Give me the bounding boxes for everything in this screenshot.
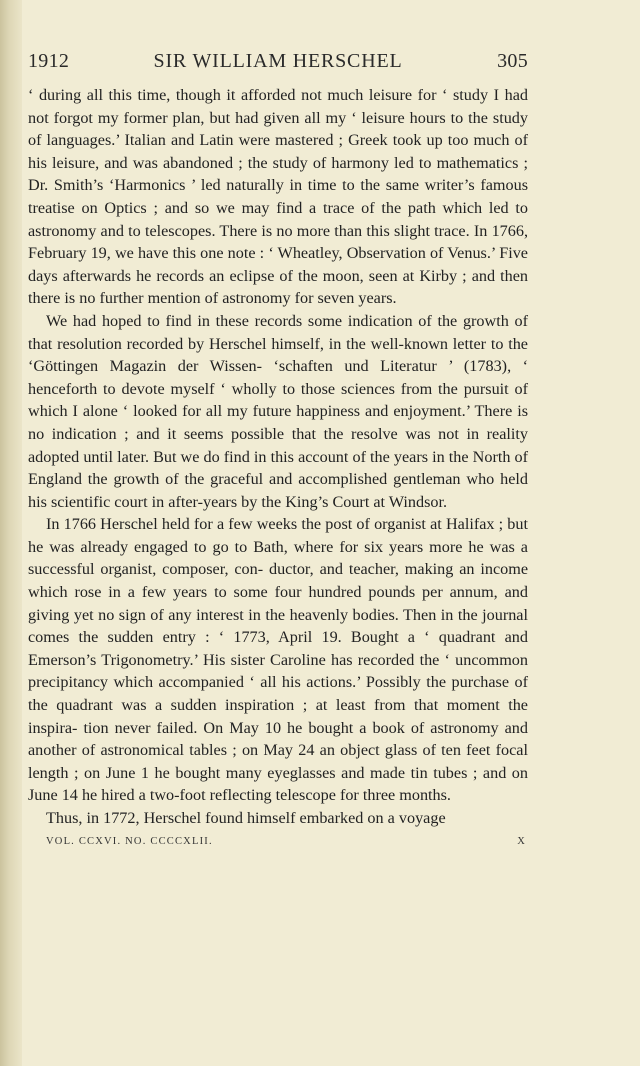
- footer-signature: VOL. CCXVI. NO. CCCCXLII.: [46, 835, 213, 847]
- paragraph-4: Thus, in 1772, Herschel found himself embarked on a voyage: [46, 809, 446, 827]
- page-footer: [28, 834, 528, 852]
- paragraph-1: ‘ during all this time, though it afforded not much leisure for ‘ study I had not forgot my former plan, but had given all my ‘ leisure hours to the study of languages.’ Italian and Latin were mastered ; Greek took up too much of his leisure, and was abandoned ; the study of harmony led to mathematics ; Dr. Smith’s ‘Harmonics ’ led naturally in time to the same writer’s famous treatise on Optics ; and so we may find a trace of the path which led to astronomy and to telescopes. There is no more than this slight trace. In 1766, February 19, we have this one note : ‘ Wheatley, Observation of Venus.’ Five days afterwards he records an eclipse of the moon, seen at Kirby ; and then there is no further mention of astronomy for seven years.: [28, 86, 528, 308]
- book-page: [28, 46, 528, 852]
- paragraph-2: We had hoped to find in these records some indication of the growth of that resolution recorded by Herschel himself, in the well-known letter to the ‘Göttingen Magazin der Wissen- ‘schaften und Literatur ’ (1783), ‘ henceforth to devote myself ‘ wholly to those sciences from the pursuit of which I alone ‘ looked for all my future happiness and enjoyment.’ There is no indication ; and it seems possible that the resolve was not in reality adopted until later. But we do find in this account of the years in the North of England the growth of the graceful and accomplished gentleman who held his scientific court in after-years by the King’s Court at Windsor.: [28, 311, 528, 511]
- footer-signature-mark: X: [517, 835, 526, 847]
- running-head: [28, 46, 528, 76]
- header-year: 1912: [28, 50, 70, 72]
- paragraph-3: In 1766 Herschel held for a few weeks the post of organist at Halifax ; but he was already engaged to go to Bath, where for six years more he was a successful organist, composer, con- ductor, and teacher, making an income which rose in a few years to some four hundred pounds per annum, and giving yet no sign of any interest in the heavenly bodies. Then in the journal comes the sudden entry : ‘ 1773, April 19. Bought a ‘ quadrant and Emerson’s Trigonometry.’ His sister Caroline has recorded the ‘ uncommon precipitancy which accompanied ‘ all his actions.’ Possibly the purchase of the quadrant was a sudden inspiration ; at least from that moment the inspira- tion never failed. On May 10 he bought a book of astronomy and another of astronomical tables ; on May 24 an object glass of ten feet focal length ; on June 1 he bought many eyeglasses and made tin tubes ; and on June 14 he hired a two-foot reflecting telescope for three months.: [28, 515, 528, 805]
- book-spine-shadow: [0, 0, 22, 1066]
- page-number: 305: [497, 50, 528, 72]
- body-text: [28, 84, 528, 830]
- header-title: SIR WILLIAM HERSCHEL: [153, 50, 403, 72]
